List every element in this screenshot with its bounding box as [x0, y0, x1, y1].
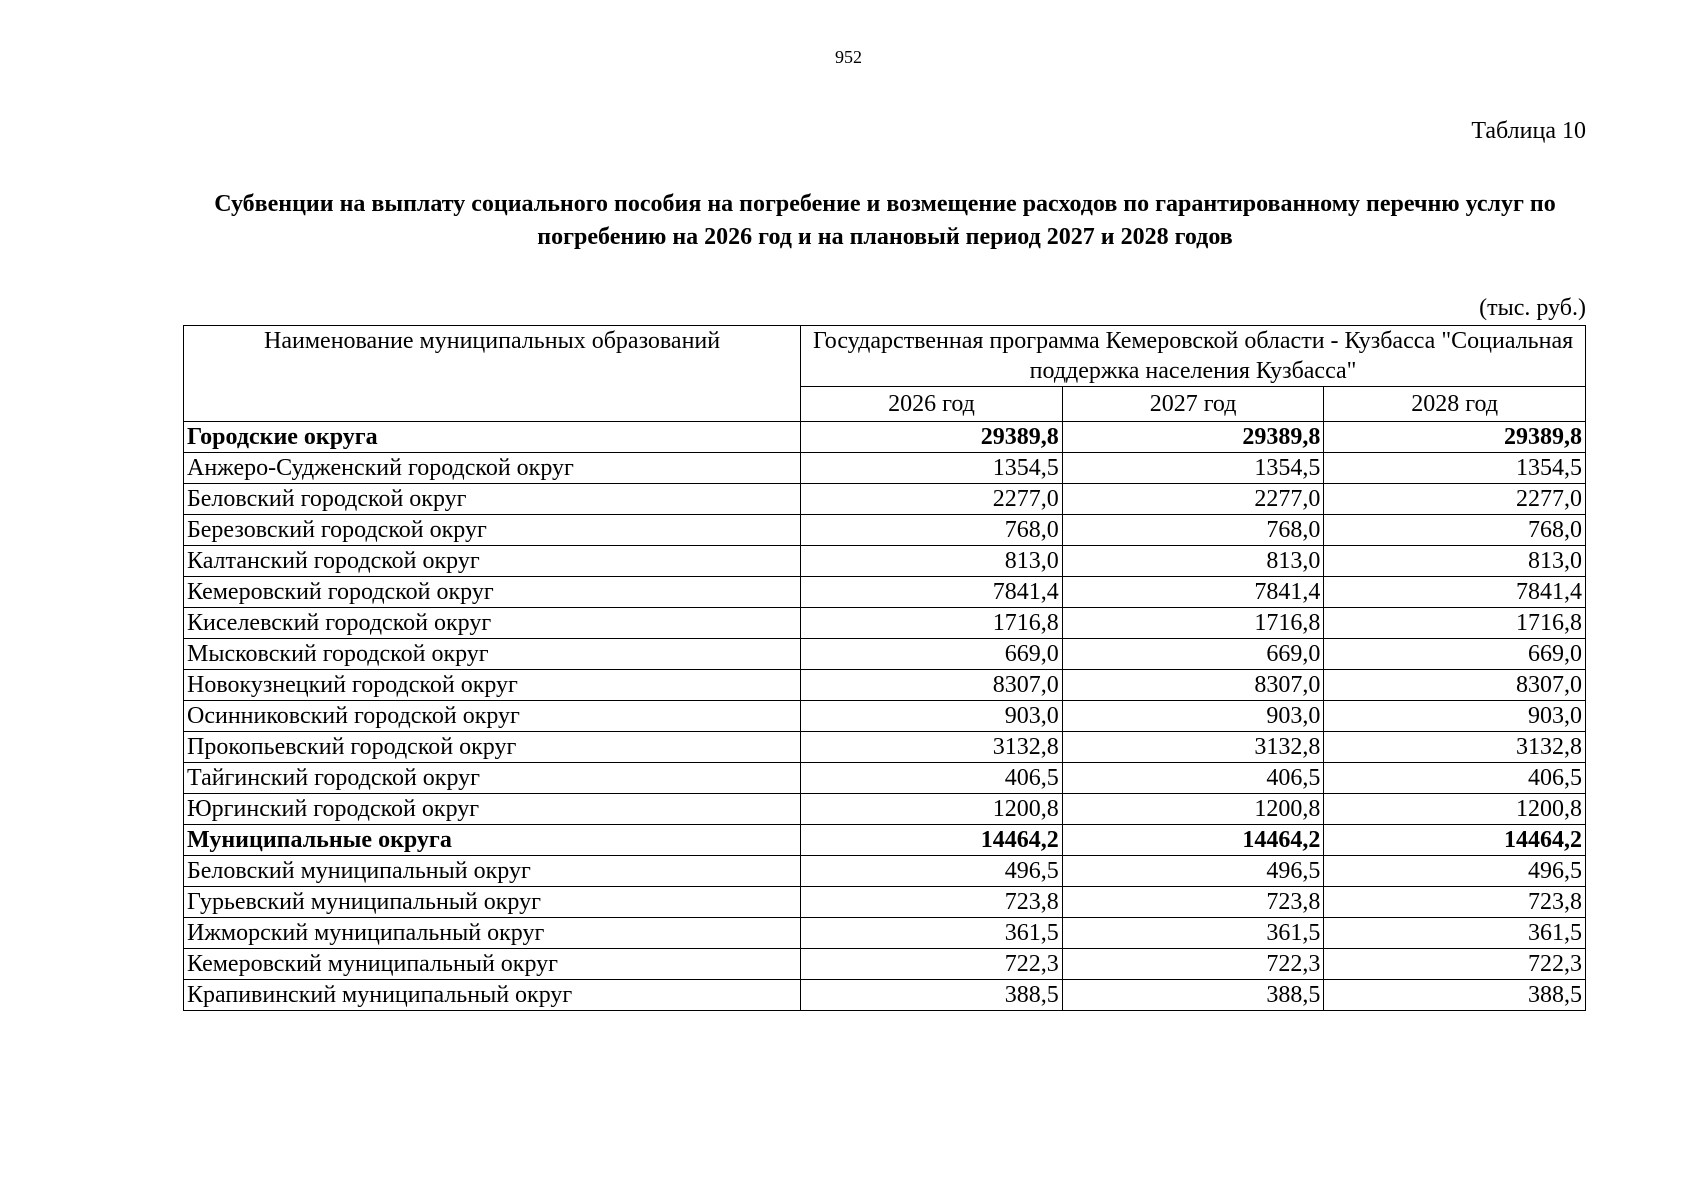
value-2026: 722,3	[801, 949, 1063, 980]
value-2027: 1354,5	[1062, 453, 1324, 484]
value-2028: 903,0	[1324, 701, 1586, 732]
value-2028: 8307,0	[1324, 670, 1586, 701]
municipality-name: Прокопьевский городской округ	[184, 732, 801, 763]
value-2028: 722,3	[1324, 949, 1586, 980]
municipality-name: Крапивинский муниципальный округ	[184, 980, 801, 1011]
value-2026: 8307,0	[801, 670, 1063, 701]
table-row	[184, 794, 1586, 825]
value-2027: 813,0	[1062, 546, 1324, 577]
municipality-name: Мысковский городской округ	[184, 639, 801, 670]
group-total-row	[184, 825, 1586, 856]
value-2027: 14464,2	[1062, 825, 1324, 856]
header-name-column: Наименование муниципальных образований	[184, 326, 801, 422]
municipality-name: Березовский городской округ	[184, 515, 801, 546]
group-total-row	[184, 422, 1586, 453]
value-2028: 669,0	[1324, 639, 1586, 670]
value-2027: 2277,0	[1062, 484, 1324, 515]
municipality-name: Кемеровский городской округ	[184, 577, 801, 608]
value-2027: 406,5	[1062, 763, 1324, 794]
value-2027: 361,5	[1062, 918, 1324, 949]
value-2028: 768,0	[1324, 515, 1586, 546]
value-2026: 723,8	[801, 887, 1063, 918]
page-number: 952	[835, 47, 862, 67]
value-2028: 361,5	[1324, 918, 1586, 949]
municipality-name: Киселевский городской округ	[184, 608, 801, 639]
value-2028: 388,5	[1324, 980, 1586, 1011]
table-row	[184, 763, 1586, 794]
value-2026: 496,5	[801, 856, 1063, 887]
value-2028: 723,8	[1324, 887, 1586, 918]
value-2027: 723,8	[1062, 887, 1324, 918]
value-2028: 1200,8	[1324, 794, 1586, 825]
table-row	[184, 980, 1586, 1011]
header-year-2028: 2028 год	[1324, 387, 1586, 422]
table-row	[184, 887, 1586, 918]
document-title: Субвенции на выплату социального пособия на погребение и возмещение расходов по гарантированному перечню услуг по погребению на 2026 год и на плановый период 2027 и 2028 годов	[214, 191, 1556, 250]
table-row	[184, 701, 1586, 732]
value-2027: 3132,8	[1062, 732, 1324, 763]
value-2026: 2277,0	[801, 484, 1063, 515]
value-2026: 3132,8	[801, 732, 1063, 763]
municipality-name: Беловский муниципальный округ	[184, 856, 801, 887]
municipality-name: Юргинский городской округ	[184, 794, 801, 825]
municipality-name: Калтанский городской округ	[184, 546, 801, 577]
table-row	[184, 732, 1586, 763]
value-2028: 3132,8	[1324, 732, 1586, 763]
municipality-name: Кемеровский муниципальный округ	[184, 949, 801, 980]
value-2026: 361,5	[801, 918, 1063, 949]
header-program: Государственная программа Кемеровской области - Кузбасса "Социальная поддержка населения Кузбасса"	[801, 326, 1586, 387]
value-2027: 8307,0	[1062, 670, 1324, 701]
value-2026: 1716,8	[801, 608, 1063, 639]
value-2027: 1200,8	[1062, 794, 1324, 825]
value-2026: 7841,4	[801, 577, 1063, 608]
value-2028: 406,5	[1324, 763, 1586, 794]
table-caption: Таблица 10	[1471, 118, 1586, 144]
value-2027: 722,3	[1062, 949, 1324, 980]
municipality-name: Анжеро-Судженский городской округ	[184, 453, 801, 484]
table-row	[184, 515, 1586, 546]
municipality-name: Новокузнецкий городской округ	[184, 670, 801, 701]
data-table	[183, 325, 1586, 1011]
value-2027: 768,0	[1062, 515, 1324, 546]
header-year-2027: 2027 год	[1062, 387, 1324, 422]
value-2028: 1716,8	[1324, 608, 1586, 639]
table-row	[184, 577, 1586, 608]
value-2026: 388,5	[801, 980, 1063, 1011]
value-2026: 669,0	[801, 639, 1063, 670]
table-body	[184, 422, 1586, 1011]
value-2026: 1200,8	[801, 794, 1063, 825]
value-2027: 29389,8	[1062, 422, 1324, 453]
units-label: (тыс. руб.)	[1479, 295, 1586, 321]
value-2026: 768,0	[801, 515, 1063, 546]
table-row	[184, 484, 1586, 515]
municipality-name: Тайгинский городской округ	[184, 763, 801, 794]
value-2027: 388,5	[1062, 980, 1324, 1011]
value-2028: 1354,5	[1324, 453, 1586, 484]
value-2028: 813,0	[1324, 546, 1586, 577]
municipality-name: Ижморский муниципальный округ	[184, 918, 801, 949]
value-2026: 1354,5	[801, 453, 1063, 484]
municipality-name: Гурьевский муниципальный округ	[184, 887, 801, 918]
table-row	[184, 949, 1586, 980]
table-row	[184, 453, 1586, 484]
value-2026: 29389,8	[801, 422, 1063, 453]
value-2027: 669,0	[1062, 639, 1324, 670]
value-2028: 29389,8	[1324, 422, 1586, 453]
header-year-2026: 2026 год	[801, 387, 1063, 422]
table-row	[184, 918, 1586, 949]
table-row	[184, 639, 1586, 670]
value-2028: 7841,4	[1324, 577, 1586, 608]
value-2026: 406,5	[801, 763, 1063, 794]
value-2028: 2277,0	[1324, 484, 1586, 515]
municipality-name: Городские округа	[184, 422, 801, 453]
value-2026: 813,0	[801, 546, 1063, 577]
municipality-name: Муниципальные округа	[184, 825, 801, 856]
table-row	[184, 608, 1586, 639]
value-2026: 14464,2	[801, 825, 1063, 856]
value-2027: 7841,4	[1062, 577, 1324, 608]
table-row	[184, 670, 1586, 701]
municipality-name: Осинниковский городской округ	[184, 701, 801, 732]
value-2028: 496,5	[1324, 856, 1586, 887]
value-2028: 14464,2	[1324, 825, 1586, 856]
value-2027: 903,0	[1062, 701, 1324, 732]
table-row	[184, 546, 1586, 577]
value-2027: 496,5	[1062, 856, 1324, 887]
municipality-name: Беловский городской округ	[184, 484, 801, 515]
value-2026: 903,0	[801, 701, 1063, 732]
value-2027: 1716,8	[1062, 608, 1324, 639]
table-row	[184, 856, 1586, 887]
